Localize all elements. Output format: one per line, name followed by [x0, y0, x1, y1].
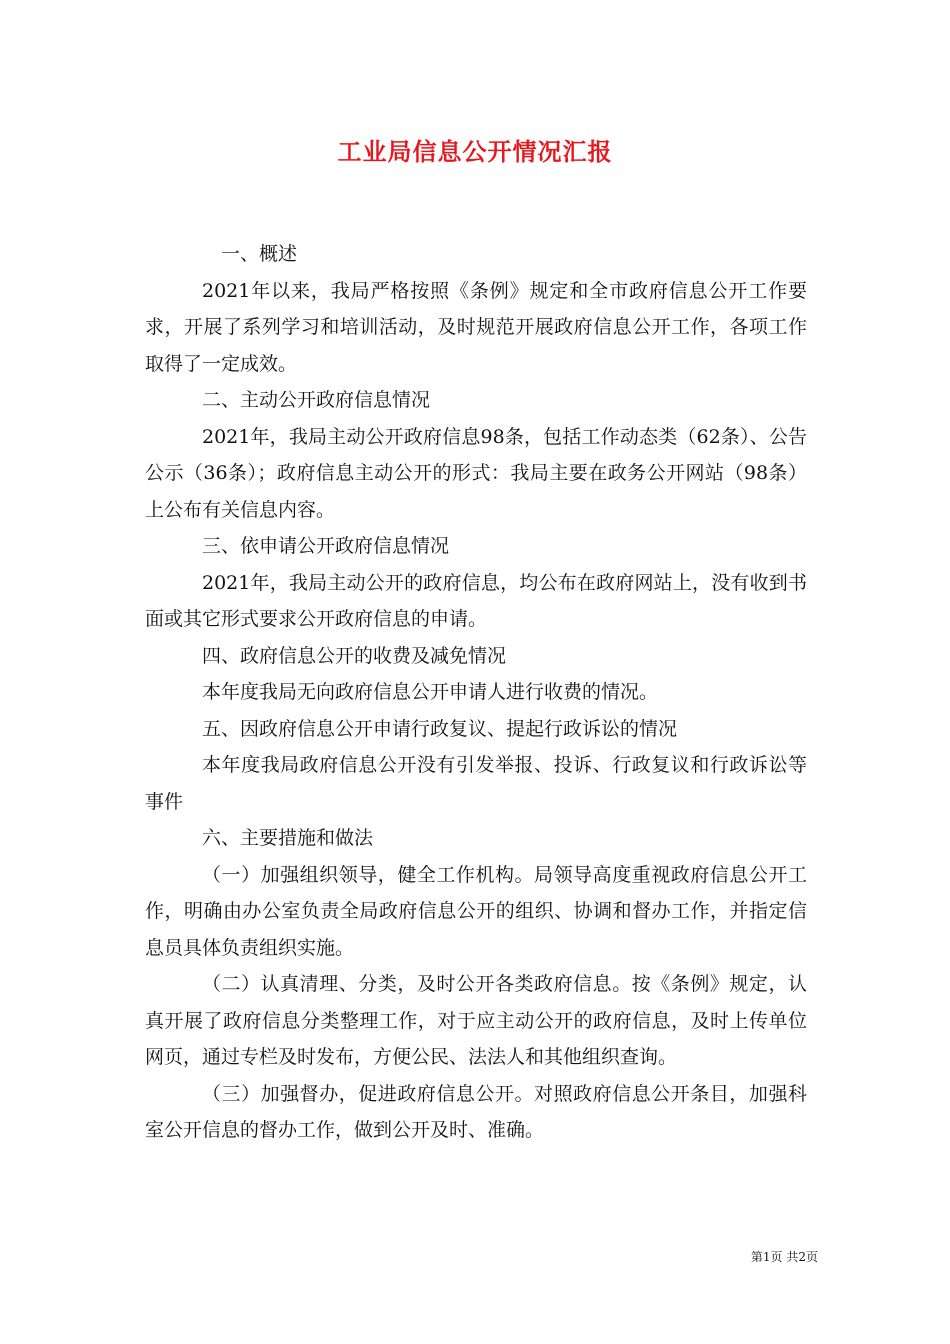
page-number: 第1页 共2页 — [750, 1250, 818, 1264]
section-heading-appeals: 五、因政府信息公开申请行政复议、提起行政诉讼的情况 — [202, 717, 678, 740]
paragraph-disclosure-on-request: 2021年，我局主动公开的政府信息，均公布在政府网站上，没有收到书面或其它形式要求公开政府信息的申请。 — [145, 571, 807, 630]
paragraph-fees: 本年度我局无向政府信息公开申请人进行收费的情况。 — [202, 681, 659, 703]
section-heading-fees: 四、政府信息公开的收费及减免情况 — [202, 644, 507, 667]
section-heading-disclosure-on-request: 三、依申请公开政府信息情况 — [202, 535, 450, 557]
document-body — [145, 236, 807, 1149]
section-heading-measures: 六、主要措施和做法 — [202, 827, 374, 849]
paragraph-measure-3: （三）加强督办，促进政府信息公开。对照政府信息公开条目，加强科室公开信息的督办工作，做到公开及时、准确。 — [145, 1082, 807, 1141]
section-heading-proactive-disclosure: 二、主动公开政府信息情况 — [202, 389, 431, 411]
paragraph-measure-1: （一）加强组织领导，健全工作机构。局领导高度重视政府信息公开工作，明确由办公室负责全局政府信息公开的组织、协调和督办工作，并指定信息员具体负责组织实施。 — [145, 863, 807, 959]
paragraph-overview: 2021年以来，我局严格按照《条例》规定和全市政府信息公开工作要求，开展了系列学习和培训活动，及时规范开展政府信息公开工作，各项工作取得了一定成效。 — [145, 279, 807, 375]
paragraph-appeals: 本年度我局政府信息公开没有引发举报、投诉、行政复议和行政诉讼等事件 — [145, 754, 807, 813]
section-heading-overview: 一、概述 — [221, 243, 298, 265]
paragraph-measure-2: （二）认真清理、分类，及时公开各类政府信息。按《条例》规定，认真开展了政府信息分类整理工作，对于应主动公开的政府信息，及时上传单位网页，通过专栏及时发布，方便公民、法法人和其他组织查询。 — [145, 973, 807, 1068]
paragraph-proactive-disclosure: 2021年，我局主动公开政府信息98条，包括工作动态类（62条）、公告公示（36条）；政府信息主动公开的形式：我局主要在政务公开网站（98条）上公布有关信息内容。 — [145, 425, 807, 521]
document-title: 工业局信息公开情况汇报 — [337, 137, 613, 166]
